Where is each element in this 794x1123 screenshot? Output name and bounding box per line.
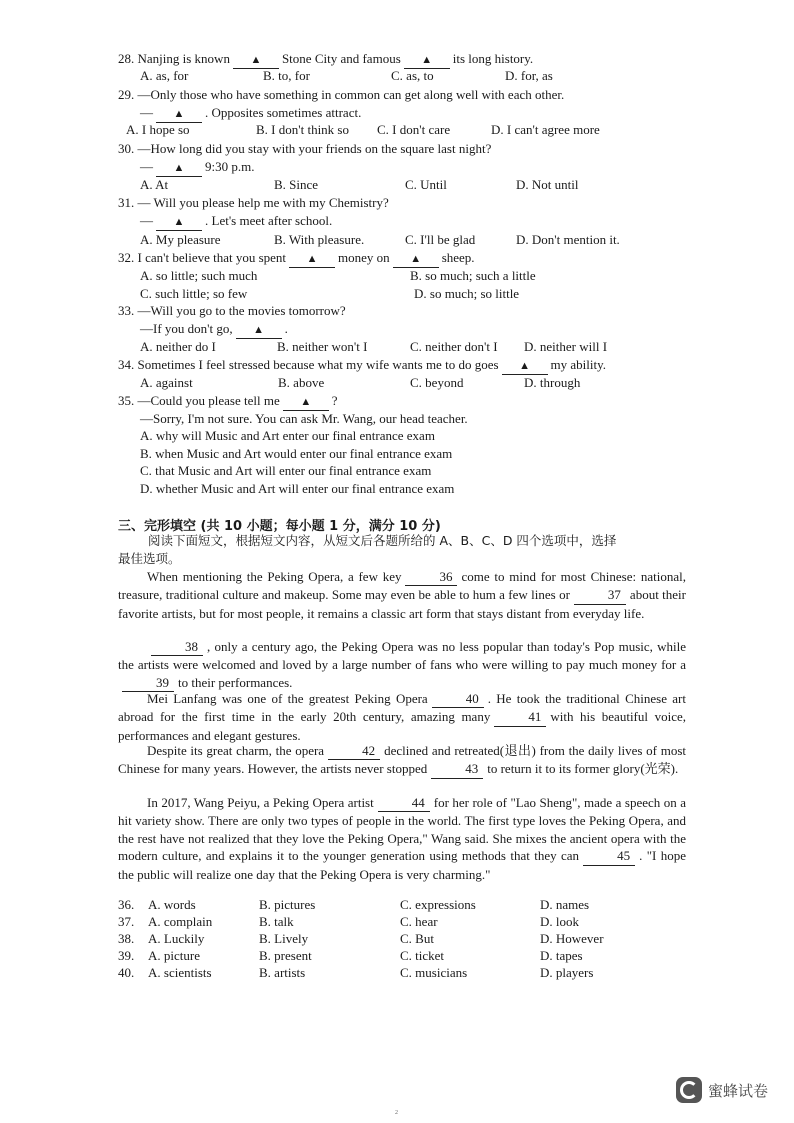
q35-reply: —Sorry, I'm not sure. You can ask Mr. Wang, our head teacher. — [140, 411, 468, 426]
q30-stem: 30. —How long did you stay with your friends on the square last night? — [118, 141, 492, 156]
q31-stem: 31. — Will you please help me with my Chemistry? — [118, 195, 389, 210]
cloze-blank: 40 — [432, 690, 484, 708]
answer-blank: ▲ — [404, 51, 450, 69]
cloze-39-option-a: A. picture — [148, 948, 200, 963]
watermark-text: 蜜蜂试卷 — [707, 1081, 768, 1100]
answer-blank: ▲ — [233, 51, 279, 69]
cloze-blank: 42 — [328, 742, 380, 760]
q28-option-a: A. as, for — [140, 68, 189, 83]
cloze-blank: 37 — [574, 586, 626, 604]
bee-logo-icon — [676, 1077, 702, 1103]
q31-option-a: A. My pleasure — [140, 232, 221, 247]
q35-option-c: C. that Music and Art will enter our final entrance exam — [140, 463, 432, 478]
answer-blank: ▲ — [156, 213, 202, 231]
q29-option-d: D. I can't agree more — [491, 122, 600, 137]
q32-option-c: C. such little; so few — [140, 286, 248, 301]
cloze-39-option-c: C. ticket — [400, 948, 445, 963]
cloze-36-option-c: C. expressions — [400, 897, 476, 912]
q33-stem: 33. —Will you go to the movies tomorrow? — [118, 303, 346, 318]
q31-option-c: C. I'll be glad — [405, 232, 476, 247]
cloze-40-option-a: A. scientists — [148, 965, 212, 980]
q32-option-a: A. so little; such much — [140, 268, 258, 283]
cloze-37-number: 37. — [118, 914, 135, 929]
section-instruction: 阅读下面短文，根据短文内容，从短文后各题所给的 A、B、C、D 四个选项中，选择 — [148, 533, 617, 548]
cloze-40-option-d: D. players — [540, 965, 594, 980]
cloze-blank: 43 — [431, 760, 483, 778]
q35-option-b: B. when Music and Art would enter our final entrance exam — [140, 446, 453, 461]
q30-reply: — ▲ 9:30 p.m. — [140, 159, 254, 177]
cloze-37-option-a: A. complain — [148, 914, 213, 929]
cloze-38-option-d: D. However — [540, 931, 604, 946]
q35-option-d: D. whether Music and Art will enter our final entrance exam — [140, 481, 455, 496]
answer-blank: ▲ — [393, 250, 439, 268]
watermark — [676, 1077, 768, 1103]
q33-option-a: A. neither do I — [140, 339, 216, 354]
passage-paragraph-5: In 2017, Wang Peiyu, a Peking Opera artist 44 for her role of "Lao Sheng", made a speech on a hit variety show. There are only two types of people in the world. The first type loves the Peking Opera, and the rest have not realized that they love the Peking Opera," Wang said. She mixes the ancient opera with the modern culture, and explains it to the younger generation using methods that they can 45 . "I hope the public will realize one day that the Peking Opera is very charming." — [118, 795, 687, 882]
cloze-36-option-a: A. words — [148, 897, 196, 912]
q35-stem: 35. —Could you please tell me ▲ ? — [118, 393, 338, 411]
q31-reply: — ▲ . Let's meet after school. — [140, 213, 332, 231]
q33-reply: —If you don't go, ▲ . — [140, 321, 288, 339]
section-heading: 三、完形填空 (共 10 小题；每小题 1 分，满分 10 分) — [118, 519, 441, 534]
q34-option-d: D. through — [524, 375, 581, 390]
q34-option-c: C. beyond — [410, 375, 464, 390]
passage-paragraph-2: 38 , only a century ago, the Peking Opera was no less popular than today's Pop music, while the artists were welcomed and loved by a large number of fans who were willing to pay much money for a39 to their performances. — [118, 638, 686, 692]
q31-option-b: B. With pleasure. — [274, 232, 365, 247]
q28-option-d: D. for, as — [505, 68, 553, 83]
q31-option-d: D. Don't mention it. — [516, 232, 620, 247]
cloze-38-option-c: C. But — [400, 931, 434, 946]
q29-option-a: A. I hope so — [126, 122, 190, 137]
q29-stem: 29. —Only those who have something in common can get along well with each other. — [118, 87, 565, 102]
q30-option-d: D. Not until — [516, 177, 579, 192]
q34-stem: 34. Sometimes I feel stressed because what my wife wants me to do goes ▲ my ability. — [118, 357, 606, 375]
q29-option-c: C. I don't care — [377, 122, 451, 137]
cloze-blank: 39 — [122, 674, 174, 692]
passage-paragraph-1: When mentioning the Peking Opera, a few key 36 come to mind for most Chinese: national, treasure, traditional culture and makeup. Some may even be able to hum a few lines or 37 about their favorite artists, but for most people, it remains a classic art form that stays distant from everyday life. — [118, 569, 686, 621]
passage-paragraph-3: Mei Lanfang was one of the greatest Peking Opera 40 . He took the traditional Chinese art abroad for the first time in the early 20th century, amazing many 41 with his beautiful voice, performances and elegant gestures. — [118, 691, 686, 743]
cloze-blank: 36 — [405, 568, 457, 586]
q32-stem: 32. I can't believe that you spent ▲ money on ▲ sheep. — [118, 250, 475, 268]
q29-reply: — ▲ . Opposites sometimes attract. — [140, 105, 361, 123]
cloze-36-option-b: B. pictures — [259, 897, 316, 912]
q30-option-c: C. Until — [405, 177, 447, 192]
q29-option-b: B. I don't think so — [256, 122, 349, 137]
q33-option-b: B. neither won't I — [277, 339, 368, 354]
cloze-39-number: 39. — [118, 948, 135, 963]
cloze-40-number: 40. — [118, 965, 135, 980]
answer-blank: ▲ — [156, 159, 202, 177]
q32-option-b: B. so much; such a little — [410, 268, 536, 283]
cloze-40-option-c: C. musicians — [400, 965, 468, 980]
answer-blank: ▲ — [289, 250, 335, 268]
cloze-40-option-b: B. artists — [259, 965, 306, 980]
cloze-37-option-c: C. hear — [400, 914, 438, 929]
q34-option-a: A. against — [140, 375, 193, 390]
cloze-37-option-b: B. talk — [259, 914, 294, 929]
cloze-37-option-d: D. look — [540, 914, 579, 929]
cloze-blank: 45 — [583, 847, 635, 865]
cloze-38-number: 38. — [118, 931, 135, 946]
q28-option-c: C. as, to — [391, 68, 434, 83]
cloze-blank: 38 — [151, 638, 203, 656]
q30-option-b: B. Since — [274, 177, 319, 192]
q33-option-d: D. neither will I — [524, 339, 608, 354]
q30-option-a: A. At — [140, 177, 169, 192]
passage-paragraph-4: Despite its great charm, the opera 42 declined and retreated(退出) from the daily lives of most Chinese for many years. However, the artists never stopped 43 to return it to its former glory(光荣). — [118, 742, 686, 779]
cloze-39-option-b: B. present — [259, 948, 312, 963]
page-number: 2 — [395, 1110, 398, 1116]
q32-option-d: D. so much; so little — [414, 286, 520, 301]
cloze-36-number: 36. — [118, 897, 135, 912]
cloze-36-option-d: D. names — [540, 897, 590, 912]
cloze-blank: 41 — [494, 708, 546, 726]
q33-option-c: C. neither don't I — [410, 339, 498, 354]
q35-option-a: A. why will Music and Art enter our final entrance exam — [140, 428, 435, 443]
cloze-39-option-d: D. tapes — [540, 948, 583, 963]
answer-blank: ▲ — [283, 393, 329, 411]
cloze-blank: 44 — [378, 794, 430, 812]
q28-option-b: B. to, for — [263, 68, 310, 83]
section-instruction-cont: 最佳选项。 — [118, 551, 181, 566]
q28-stem: 28. Nanjing is known ▲ Stone City and famous ▲ its long history. — [118, 51, 533, 69]
cloze-38-option-a: A. Luckily — [148, 931, 205, 946]
cloze-38-option-b: B. Lively — [259, 931, 309, 946]
q34-option-b: B. above — [278, 375, 325, 390]
answer-blank: ▲ — [236, 321, 282, 339]
answer-blank: ▲ — [502, 357, 548, 375]
answer-blank: ▲ — [156, 105, 202, 123]
